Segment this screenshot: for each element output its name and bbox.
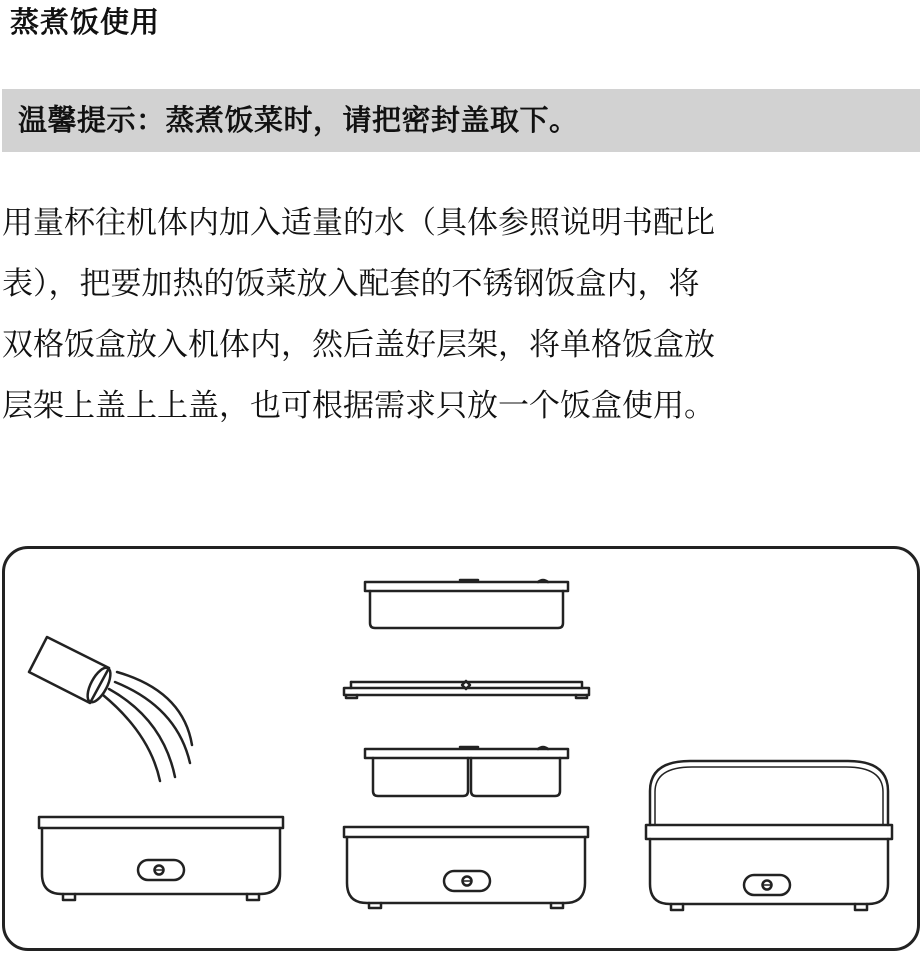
section-title: 蒸煮饭使用 [10, 5, 161, 39]
steam-rack-icon [344, 681, 589, 698]
instructions-paragraph [2, 193, 920, 437]
cooker-base-icon [344, 827, 588, 908]
assembled-cooker-icon [646, 761, 892, 910]
tip-banner [2, 89, 920, 152]
instruction-line: 双格饭盒放入机体内，然后盖好层架，将单格饭盒放 [2, 327, 715, 363]
illustration-svg [5, 549, 920, 951]
single-food-box-icon [365, 580, 568, 628]
instruction-line: 层架上盖上上盖，也可根据需求只放一个饭盒使用。 [2, 388, 715, 424]
illustration-panel [2, 546, 920, 951]
instruction-line: 用量杯往机体内加入适量的水（具体参照说明书配比 [2, 205, 715, 241]
instruction-line: 表），把要加热的饭菜放入配套的不锈钢饭盒内，将 [2, 266, 700, 302]
water-stream-icon [103, 672, 192, 781]
double-food-box-icon [365, 747, 568, 796]
cooker-base-icon [39, 817, 283, 900]
tip-text: 温馨提示：蒸煮饭菜时，请把密封盖取下。 [18, 103, 579, 137]
